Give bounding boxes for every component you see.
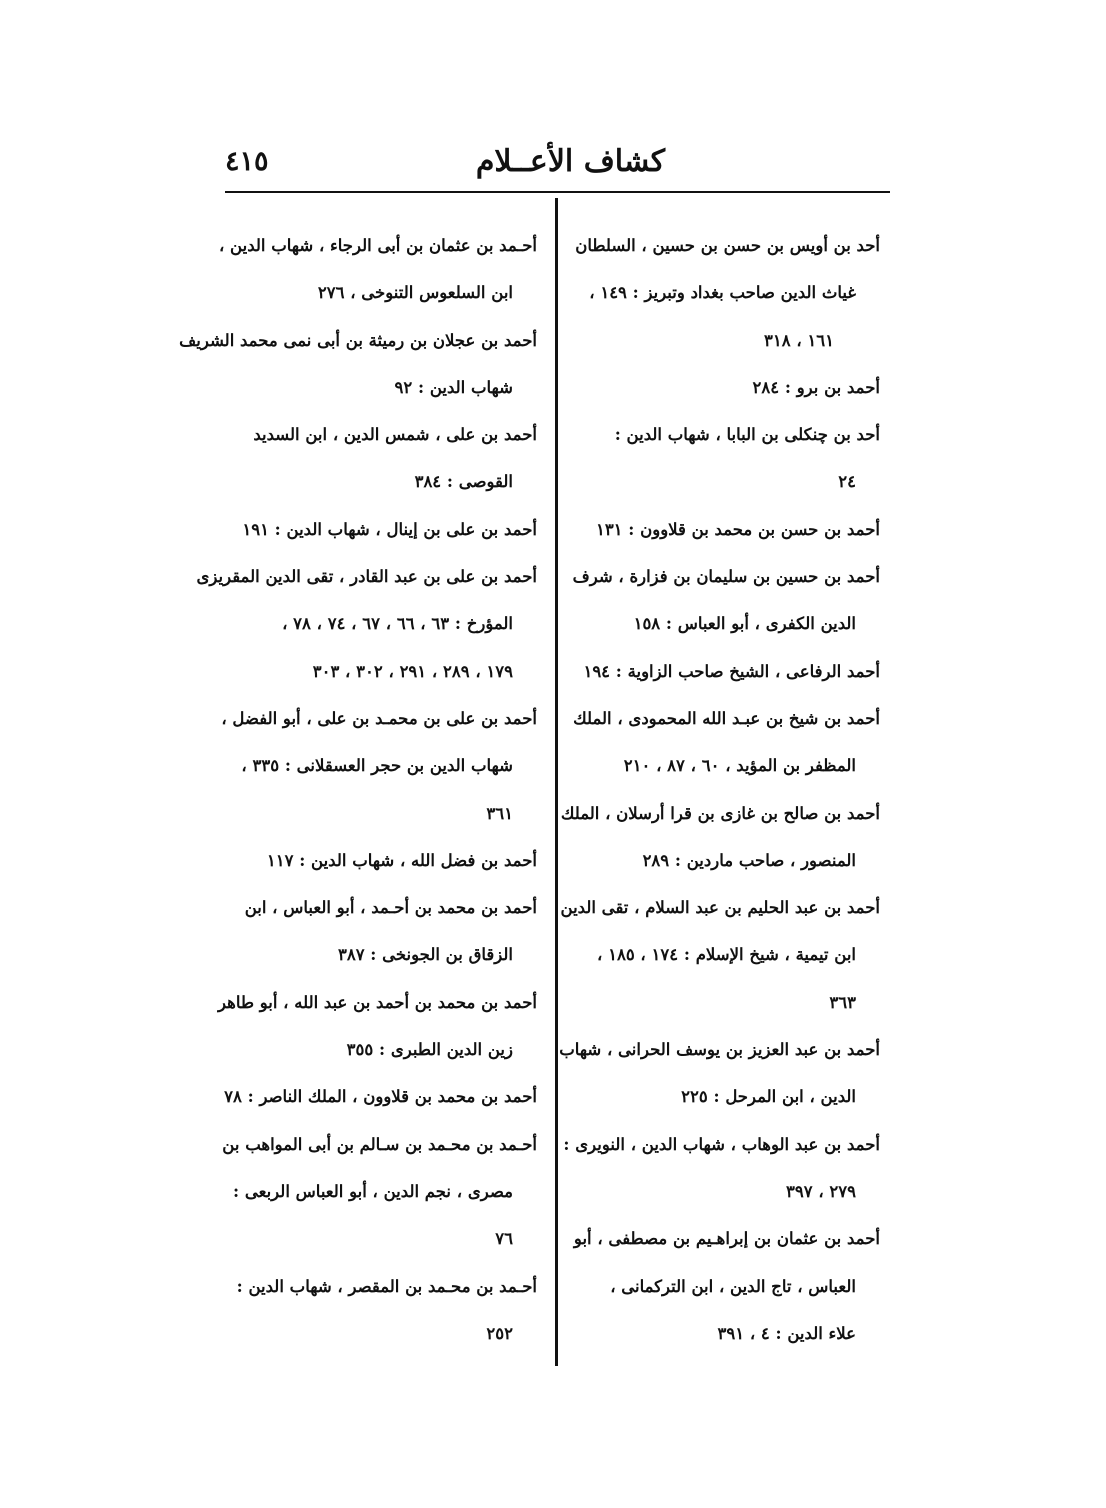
index-entry-line: الدين ، ابن المرحل : ٢٢٥ [681,1087,856,1107]
index-entry-line: أحمد بن على بن محمـد بن على ، أبو الفضل ، [221,708,537,728]
index-entry-line: أحمد بن محمد بن أحمد بن عبد الله ، أبو طاهر [218,992,537,1012]
index-column-left [179,222,537,1357]
index-entry-line: العباس ، تاج الدين ، ابن التركمانى ، [610,1276,856,1296]
index-entry-line: أحمد الرفاعى ، الشيخ صاحب الزاوية : ١٩٤ [583,661,880,681]
index-entry-line: ٢٤ [838,472,856,492]
index-entry-line: أحمد بن حسين بن سليمان بن فزارة ، شرف [572,567,880,587]
index-entry-line: ٢٧٩ ، ٣٩٧ [785,1181,856,1201]
page-number: ٤١٥ [225,146,269,177]
page-title: كشاف الأعــلام [475,144,665,179]
index-entry-line: ٧٦ [495,1229,513,1249]
index-entry-line: أحمد بن عبد الحليم بن عبد السلام ، تقى الدين [560,898,880,918]
index-entry-line: المنصور ، صاحب ماردين : ٢٨٩ [642,850,856,870]
index-entry-line: ابن السلعوس التنوخى ، ٢٧٦ [317,283,513,303]
index-entry-line: القوصى : ٣٨٤ [414,472,513,492]
column-divider [555,198,558,1366]
index-entry-line: شهاب الدين : ٩٢ [394,377,513,397]
index-entry-line: أحمد بن شيخ بن عبـد الله المحمودى ، الملك [573,708,880,728]
index-entry-line: أحد بن چنكلى بن البابا ، شهاب الدين : [614,425,880,445]
index-entry-line: ٣٦٣ [829,992,856,1012]
index-entry-line: أحمد بن على بن عبد القادر ، تقى الدين المقريزى [196,567,537,587]
index-entry-line: أحد بن أويس بن حسن بن حسين ، السلطان [575,236,880,255]
index-entry-line: ٢٥٢ [486,1323,513,1343]
index-entry-line: ٣٦١ [486,803,513,823]
index-entry-line: أحمد بن عبد الوهاب ، شهاب الدين ، النويرى : [563,1134,880,1154]
index-entry-line: علاء الدين : ٤ ، ٣٩١ [717,1323,856,1343]
index-entry-line: مصرى ، نجم الدين ، أبو العباس الربعى : [233,1181,513,1201]
index-entry-line: المظفر بن المؤيد ، ٦٠ ، ٨٧ ، ٢١٠ [623,756,856,776]
index-entry-line: أحمد بن برو : ٢٨٤ [752,377,880,397]
index-entry-line: أحمد بن عبد العزيز بن يوسف الحرانى ، شهاب [559,1040,880,1060]
index-entry-line: أحـمد بن محـمد بن المقصر ، شهاب الدين : [236,1276,537,1296]
index-entry-line: غياث الدين صاحب بغداد وتبريز : ١٤٩ ، [589,283,856,303]
page-header [225,140,890,190]
index-entry-line: الدين الكفرى ، أبو العباس : ١٥٨ [633,614,856,634]
index-entry-line: ١٦١ ، ٣١٨ [763,330,834,350]
index-entry-line: شهاب الدين بن حجر العسقلانى : ٣٣٥ ، [241,756,513,776]
index-entry-line: أحمد بن محمد بن قلاوون ، الملك الناصر : ٧٨ [224,1087,537,1107]
index-entry-line: أحمد بن فضل الله ، شهاب الدين : ١١٧ [266,850,537,870]
index-entry-line: أحـمد بن محـمد بن سـالم بن أبى المواهب بن [222,1134,537,1154]
header-rule [225,191,890,193]
index-entry-line: أحمد بن على ، شمس الدين ، ابن السديد [253,425,537,445]
index-entry-line: أحمد بن عثمان بن إبراهـيم بن مصطفى ، أبو [573,1229,880,1249]
index-entry-line: أحـمد بن عثمان بن أبى الرجاء ، شهاب الدين ، [218,236,537,255]
index-entry-line: أحمد بن عجلان بن رميثة بن أبى نمى محمد الشريف [179,330,537,350]
index-entry-line: زين الدين الطبرى : ٣٥٥ [346,1040,513,1060]
index-entry-line: ١٧٩ ، ٢٨٩ ، ٢٩١ ، ٣٠٢ ، ٣٠٣ [312,661,513,681]
index-column-right [559,222,880,1357]
index-entry-line: أحمد بن حسن بن محمد بن قلاوون : ١٣١ [595,519,880,539]
index-entry-line: المؤرخ : ٦٣ ، ٦٦ ، ٦٧ ، ٧٤ ، ٧٨ ، [282,614,513,634]
index-entry-line: أحمد بن محمد بن أحـمد ، أبو العباس ، ابن [244,898,537,918]
index-entry-line: ابن تيمية ، شيخ الإسلام : ١٧٤ ، ١٨٥ ، [597,945,856,965]
index-entry-line: أحمد بن صالح بن غازى بن قرا أرسلان ، الملك [560,803,880,823]
index-entry-line: الزقاق بن الجونخى : ٣٨٧ [337,945,513,965]
index-entry-line: أحمد بن على بن إينال ، شهاب الدين : ١٩١ [242,519,537,539]
